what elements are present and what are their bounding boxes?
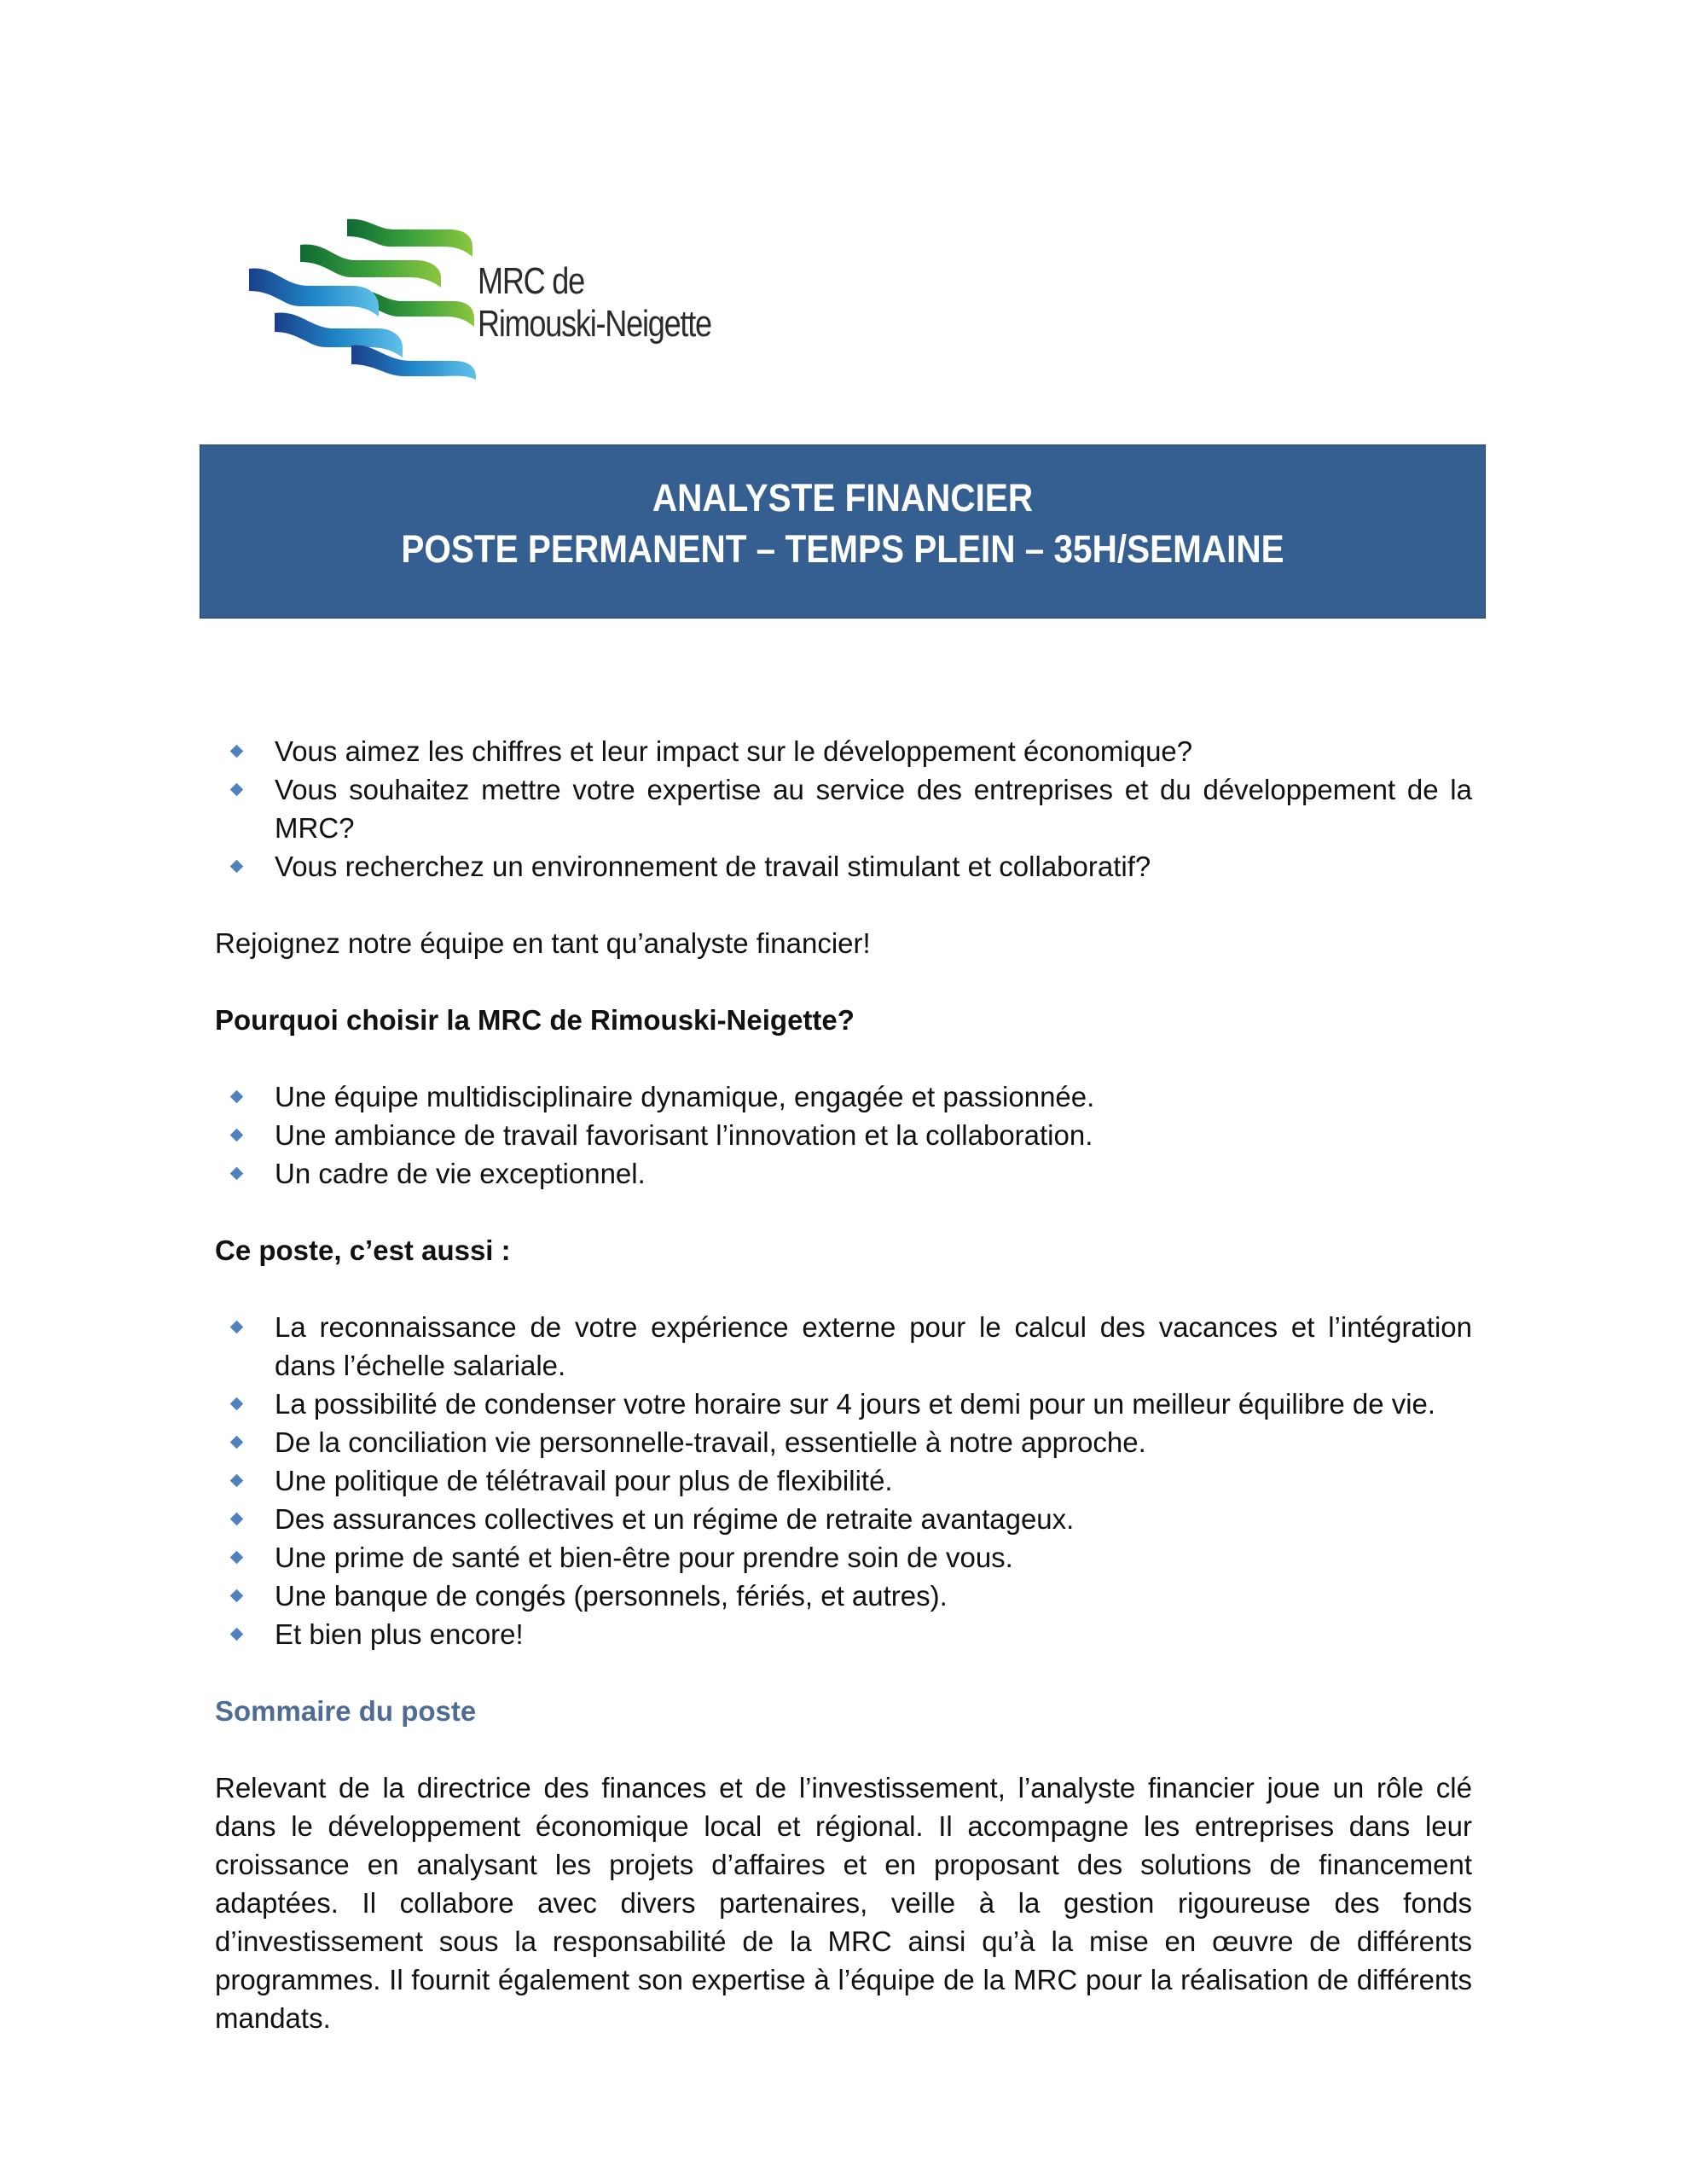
logo-text-line2: Rimouski-Neigette (478, 303, 711, 345)
diamond-bullet-icon (230, 783, 244, 797)
diamond-bullet-icon (230, 1129, 244, 1142)
also-heading: Ce poste, c’est aussi : (215, 1234, 511, 1266)
list-item: Vous aimez les chiffres et leur impact sur le développement économique? (215, 732, 1472, 770)
list-item: Une banque de congés (personnels, fériés, et autres). (215, 1577, 1472, 1615)
list-item: La possibilité de condenser votre horaire sur 4 jours et demi pour un meilleur équilibre de vie. (215, 1385, 1472, 1423)
join-text: Rejoignez notre équipe en tant qu’analyste financier! (215, 927, 871, 959)
diamond-bullet-icon (230, 1551, 244, 1565)
logo-text-line1: MRC de (478, 260, 584, 302)
list-item: Une équipe multidisciplinaire dynamique, engagée et passionnée. (215, 1077, 1472, 1116)
list-item: Et bien plus encore! (215, 1615, 1472, 1653)
list-item: Un cadre de vie exceptionnel. (215, 1154, 1472, 1193)
diamond-bullet-icon (230, 1589, 244, 1603)
diamond-bullet-icon (230, 1321, 244, 1334)
why-heading: Pourquoi choisir la MRC de Rimouski-Neigette? (215, 1004, 855, 1036)
job-posting-body (215, 732, 1472, 2037)
list-item: Une ambiance de travail favorisant l’innovation et la collaboration. (215, 1116, 1472, 1154)
diamond-bullet-icon (230, 1513, 244, 1526)
summary-heading: Sommaire du poste (215, 1695, 477, 1727)
diamond-bullet-icon (230, 745, 244, 758)
list-item: Des assurances collectives et un régime de retraite avantageux. (215, 1500, 1472, 1538)
diamond-bullet-icon (230, 1090, 244, 1104)
benefits-list (215, 1308, 1472, 1653)
mrc-logo (249, 218, 761, 380)
job-subtitle: POSTE PERMANENT – TEMPS PLEIN – 35H/SEMAINE (401, 527, 1284, 571)
summary-text: Relevant de la directrice des finances et de l’investissement, l’analyste financier joue un rôle clé dans le développement économique local et régional. Il accompagne les entreprises dans leur croissance en analysant les projets d’affaires et en proposant des solutions de financement adaptées. Il collabore avec divers partenaires, veille à la gestion rigoureuse des fonds d’investissement sous la responsabilité de la MRC ainsi qu’à la mise en œuvre de différents programmes. Il fournit également son expertise à l’équipe de la MRC pour la réalisation de différents mandats. (215, 1772, 1472, 2034)
diamond-bullet-icon (230, 1628, 244, 1641)
diamond-bullet-icon (230, 1397, 244, 1411)
list-item: Vous souhaitez mettre votre expertise au service des entreprises et du développement de la MRC? (215, 770, 1472, 847)
list-item: Vous recherchez un environnement de travail stimulant et collaboratif? (215, 847, 1472, 886)
diamond-bullet-icon (230, 860, 244, 874)
logo-waves-icon (249, 218, 479, 380)
job-title-banner (200, 444, 1486, 619)
list-item: La reconnaissance de votre expérience externe pour le calcul des vacances et l’intégration dans l’échelle salariale. (215, 1308, 1472, 1385)
diamond-bullet-icon (230, 1167, 244, 1181)
job-title: ANALYSTE FINANCIER (652, 476, 1034, 520)
intro-questions-list (215, 732, 1472, 886)
list-item: Une prime de santé et bien-être pour prendre soin de vous. (215, 1538, 1472, 1577)
list-item: De la conciliation vie personnelle-travail, essentielle à notre approche. (215, 1423, 1472, 1461)
list-item: Une politique de télétravail pour plus de flexibilité. (215, 1461, 1472, 1500)
diamond-bullet-icon (230, 1436, 244, 1449)
why-list (215, 1077, 1472, 1193)
diamond-bullet-icon (230, 1474, 244, 1488)
